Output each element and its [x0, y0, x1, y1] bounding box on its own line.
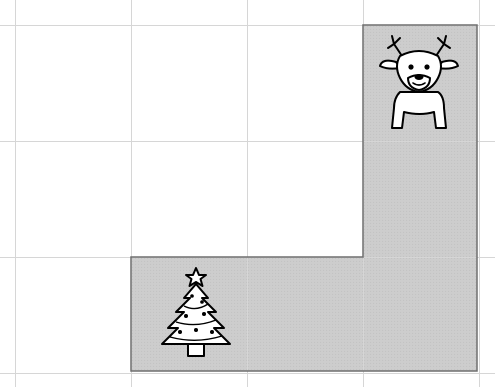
reindeer-icon[interactable]	[372, 32, 468, 132]
christmas-tree-icon[interactable]	[156, 266, 236, 362]
